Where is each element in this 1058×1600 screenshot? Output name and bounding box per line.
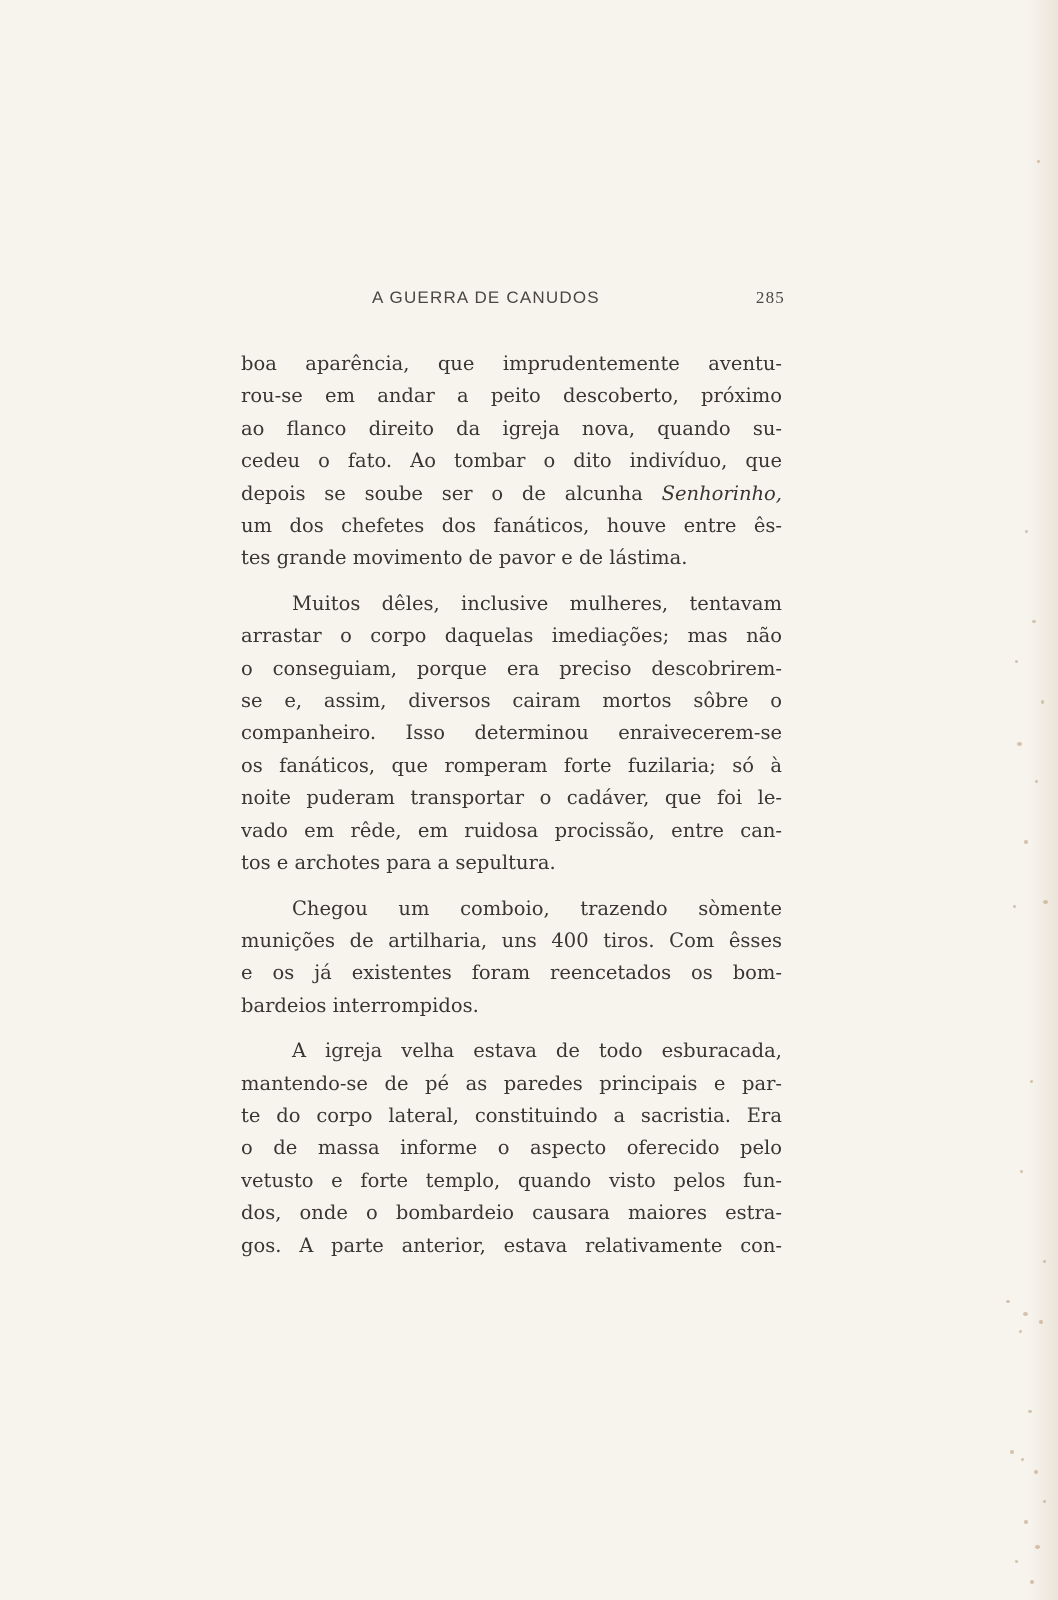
paragraph-4 (241, 1035, 782, 1262)
text-line: tes grande movimento de pavor e de lástima. (241, 546, 688, 570)
text-line: os fanáticos, que romperam forte fuzilaria; só à (241, 753, 782, 777)
text-line: depois se soube ser o de alcunha Senhorinho, (241, 481, 782, 505)
text-line: bardeios interrompidos. (241, 993, 479, 1017)
text-line: A igreja velha estava de todo esburacada, (292, 1039, 782, 1063)
text-line: mantendo-se de pé as paredes principais e par- (241, 1071, 782, 1095)
text-line: ao flanco direito da igreja nova, quando su- (241, 416, 782, 440)
text-line: gos. A parte anterior, estava relativamente con- (241, 1233, 782, 1257)
italic-nickname: Senhorinho, (661, 481, 782, 505)
text-line: te do corpo lateral, constituindo a sacristia. Era (241, 1103, 782, 1127)
text-line: tos e archotes para a sepultura. (241, 851, 556, 875)
text-line: um dos chefetes dos fanáticos, houve entre ês- (241, 514, 782, 538)
text-line: arrastar o corpo daquelas imediações; mas não (241, 624, 782, 648)
text-line: Muitos dêles, inclusive mulheres, tentavam (292, 591, 782, 615)
text-line: vado em rêde, em ruidosa procissão, entre can- (241, 818, 782, 842)
text-line: Chegou um comboio, trazendo sòmente (292, 896, 782, 920)
text-line: rou-se em andar a peito descoberto, próximo (241, 384, 782, 408)
text-line: noite puderam transportar o cadáver, que foi le- (241, 786, 782, 810)
text-line: o conseguiam, porque era preciso descobrirem- (241, 656, 782, 680)
text-line: cedeu o fato. Ao tombar o dito indivíduo, que (241, 449, 782, 473)
running-head (372, 288, 785, 312)
text-line: boa aparência, que imprudentemente aventu- (241, 352, 782, 375)
running-title: A GUERRA DE CANUDOS (372, 288, 600, 307)
text-line: vetusto e forte templo, quando visto pelos fun- (241, 1168, 782, 1192)
text-line: dos, onde o bombardeio causara maiores estra- (241, 1201, 782, 1225)
paper-foxing-spots (988, 0, 1058, 1600)
text-line: o de massa informe o aspecto oferecido pelo (241, 1136, 782, 1160)
text-line: e os já existentes foram reencetados os bom- (241, 961, 782, 985)
paragraph-3 (241, 893, 782, 1023)
page-number: 285 (755, 288, 785, 307)
paragraph-2 (241, 588, 782, 880)
paragraph-1 (241, 348, 782, 575)
text-line: companheiro. Isso determinou enraivecerem-se (241, 721, 782, 745)
text-line: munições de artilharia, uns 400 tiros. Com êsses (241, 928, 782, 952)
body-text (241, 348, 782, 1275)
text-line: se e, assim, diversos cairam mortos sôbre o (241, 689, 782, 713)
